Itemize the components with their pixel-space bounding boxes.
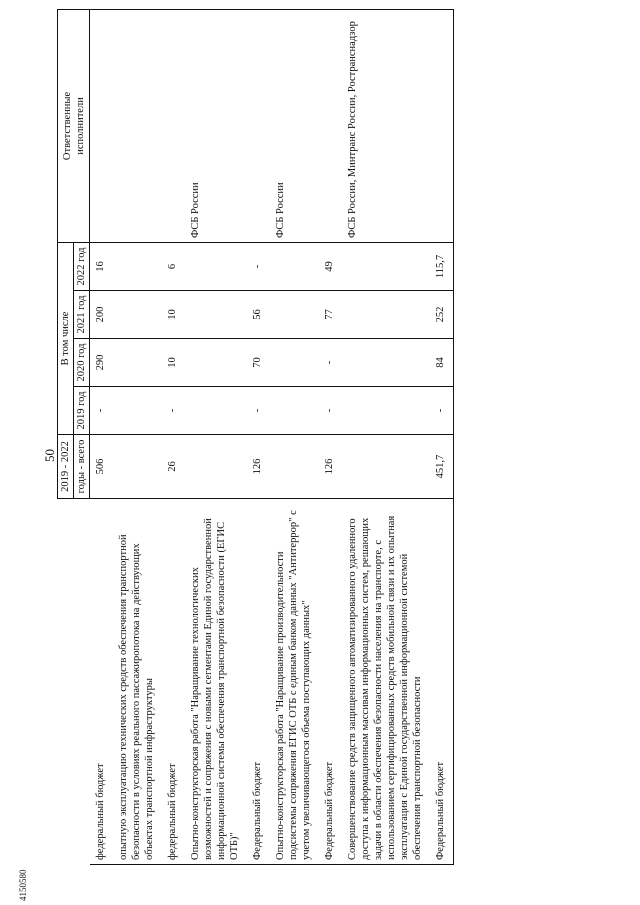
row-description: Совершенствование средств защищенного автоматизированного удаленного доступа к информационным массивам информационных систем, решающих задачи в области обеспечения безопасности населения на транспорте, с использованием сертифицированных средств мобильной связи и их опытная эксплуатация с Единой государственной информационной системой обеспечения транспортной безопасности <box>342 499 430 865</box>
row-2021 <box>185 291 247 339</box>
row-total <box>342 435 430 499</box>
row-executor <box>430 9 454 242</box>
row-description: Опытно-конструкторская работа "Наращивание технологических возможностей и сопряжения с новыми сегментами Единой государственной информационной системы обеспечения транспортной безопасности (ЕГИС ОТБ)" <box>185 499 247 865</box>
header-total-label: годы - всего <box>74 435 90 499</box>
table-row <box>319 9 342 864</box>
row-total <box>113 435 162 499</box>
header-responsible-line2: исполнители <box>74 97 86 155</box>
header-row-1 <box>58 9 74 864</box>
row-2021 <box>270 291 319 339</box>
row-2019: - <box>430 387 454 435</box>
header-total-period: 2019 - 2022 <box>58 435 74 499</box>
row-2021: 10 <box>162 291 185 339</box>
row-2021: 56 <box>247 291 270 339</box>
document-code: 4150580 <box>18 869 28 901</box>
row-2020: 84 <box>430 339 454 387</box>
row-executor: ФСБ России, Минтранс России, Ространснадзор <box>342 9 430 242</box>
row-executor <box>319 9 342 242</box>
row-2020: 10 <box>162 339 185 387</box>
table-row <box>270 9 319 864</box>
table-row <box>247 9 270 864</box>
row-2022: 115,7 <box>430 242 454 290</box>
header-incl: В том числе <box>58 242 74 434</box>
row-2022 <box>113 242 162 290</box>
row-2021: 77 <box>319 291 342 339</box>
row-executor <box>247 9 270 242</box>
row-2019: - <box>162 387 185 435</box>
row-2019: - <box>247 387 270 435</box>
header-2021: 2021 год <box>74 291 90 339</box>
table-row <box>430 9 454 864</box>
row-2020 <box>270 339 319 387</box>
header-responsible <box>58 9 90 242</box>
row-description: Федеральный бюджет <box>319 499 342 865</box>
table-row <box>185 9 247 864</box>
row-2022: 49 <box>319 242 342 290</box>
row-total: 126 <box>247 435 270 499</box>
row-description: опытную эксплуатацию технических средств обеспечения транспортной безопасности в условиях реального пассажиропотока на действующих объектах транспортной инфраструктуры <box>113 499 162 865</box>
header-2019: 2019 год <box>74 387 90 435</box>
row-2020 <box>113 339 162 387</box>
table-row <box>90 9 114 864</box>
row-2022: 16 <box>90 242 114 290</box>
row-2021: 200 <box>90 291 114 339</box>
row-2020: 290 <box>90 339 114 387</box>
row-total: 126 <box>319 435 342 499</box>
row-2020 <box>185 339 247 387</box>
row-2020: 70 <box>247 339 270 387</box>
row-executor: ФСБ России <box>185 9 247 242</box>
row-executor <box>113 9 162 242</box>
row-2022 <box>185 242 247 290</box>
row-2019 <box>113 387 162 435</box>
row-2022: 6 <box>162 242 185 290</box>
row-description: Опытно-конструкторская работа "Наращивание производительности подсистемы сопряжения ЕГИС ОТБ с единым банком данных "Антитеррор" с учетом увеличивающегося объема поступающих данных" <box>270 499 319 865</box>
row-2019 <box>270 387 319 435</box>
row-total <box>270 435 319 499</box>
row-2019: - <box>90 387 114 435</box>
row-2022: - <box>247 242 270 290</box>
row-2019 <box>342 387 430 435</box>
row-description: Федеральный бюджет <box>430 499 454 865</box>
row-2019: - <box>319 387 342 435</box>
row-description: федеральный бюджет <box>90 499 114 865</box>
row-executor: ФСБ России <box>270 9 319 242</box>
row-total: 26 <box>162 435 185 499</box>
header-responsible-line1: Ответственные <box>61 91 73 161</box>
page-number: 50 <box>42 449 57 462</box>
budget-table <box>57 9 454 865</box>
row-total <box>185 435 247 499</box>
row-total: 451,7 <box>430 435 454 499</box>
row-2022 <box>270 242 319 290</box>
table-row <box>342 9 430 864</box>
header-2020: 2020 год <box>74 339 90 387</box>
row-description: Федеральный бюджет <box>247 499 270 865</box>
row-description: федеральный бюджет <box>162 499 185 865</box>
row-2020 <box>342 339 430 387</box>
row-2021 <box>342 291 430 339</box>
row-2021: 252 <box>430 291 454 339</box>
row-2021 <box>113 291 162 339</box>
table-row <box>162 9 185 864</box>
table-row <box>113 9 162 864</box>
row-2019 <box>185 387 247 435</box>
header-2022: 2022 год <box>74 242 90 290</box>
row-total: 506 <box>90 435 114 499</box>
row-executor <box>162 9 185 242</box>
row-executor <box>90 9 114 242</box>
row-2020: - <box>319 339 342 387</box>
row-2022 <box>342 242 430 290</box>
